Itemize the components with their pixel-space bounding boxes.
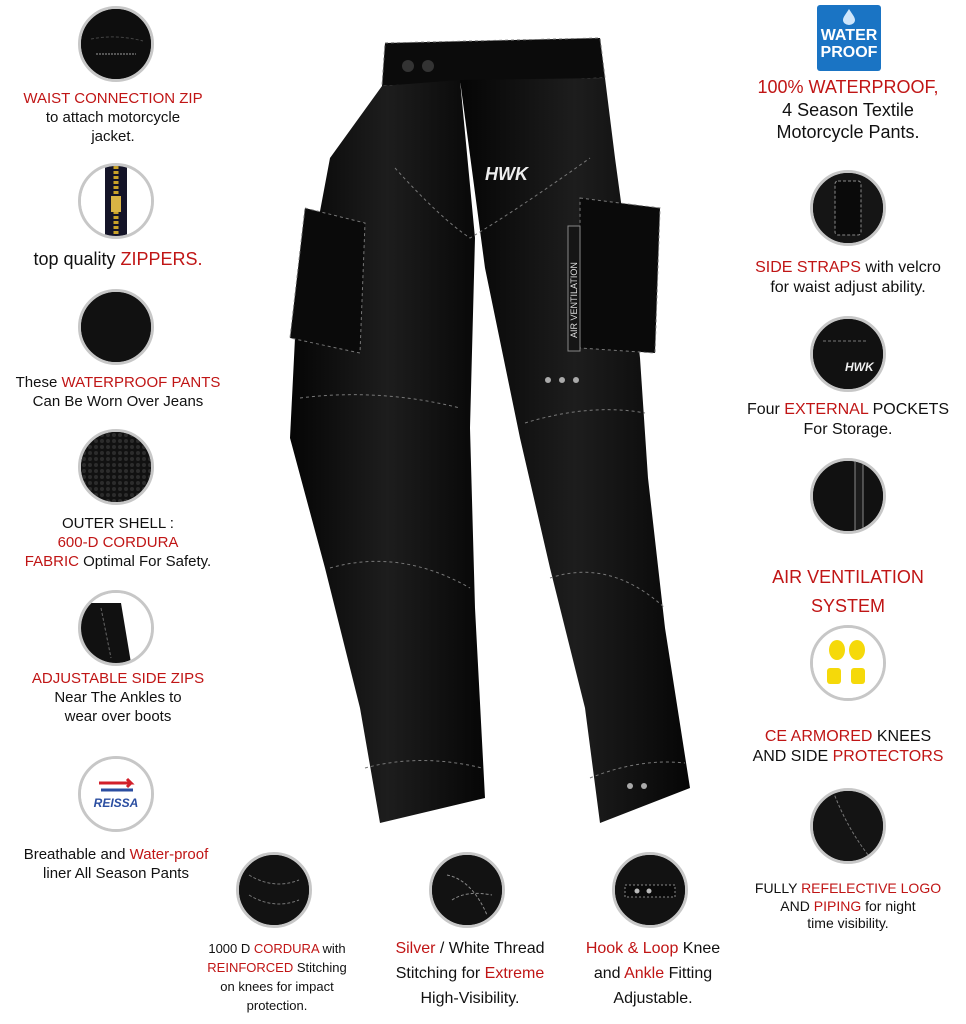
left-feature-1 [0,90,226,146]
text-seg: CORDURA [253,941,319,956]
hwk-logo: HWK [485,164,528,184]
text-seg: Hook & Loop [585,940,679,957]
text-seg: AND [780,897,814,914]
text-seg: Ankle [624,964,665,982]
text-seg: to attach motorcycle [45,108,181,126]
left-feature-6 [0,846,232,884]
text-seg: Stitching for [395,964,485,982]
text-seg: ADJUSTABLE SIDE ZIPS [31,670,205,687]
air-vent-icon [810,458,886,534]
text-seg: FULLY [754,880,802,896]
text-seg: Near The Ankles to [54,688,182,706]
bottom-feature-3 [570,937,736,1011]
text-seg: ZIPPERS. [120,249,203,269]
text-seg: Stitching [293,959,347,975]
text-seg: for waist adjust ability. [770,279,926,296]
zipper-icon [78,163,154,239]
left-feature-3 [0,374,236,412]
text-seg: These [15,374,62,391]
text-seg: with velcro [860,259,941,276]
text-seg: / White Thread [435,940,545,957]
text-seg: wear over boots [64,707,172,725]
text-seg: time visibility. [807,915,889,931]
text-seg: Knee [678,940,721,957]
text-seg: on knees for impact [220,978,334,994]
pocket-logo-icon [810,316,886,392]
armor-pads-icon [810,625,886,701]
text-seg: protection. [246,997,308,1013]
text-seg: Breathable and [23,846,130,863]
reflective-piping-icon [810,788,886,864]
waterproof-badge [817,5,881,71]
text-seg: 1000 D [208,941,254,956]
side-strap-icon [810,170,886,246]
text-seg: REINFORCED [207,959,294,975]
reissa-logo-text: REISSA [93,796,139,810]
text-seg: KNEES [872,728,932,745]
text-seg: Can Be Worn Over Jeans [32,392,204,410]
fabric-swatch-icon [78,289,154,365]
left-feature-2 [0,248,236,271]
text-seg: for night [861,897,916,914]
zipper-detail-icon [78,6,154,82]
right-feature-6 [730,880,966,933]
badge-line-2: PROOF [820,44,878,61]
text-seg: jacket. [91,127,135,145]
text-seg: WATERPROOF PANTS [61,374,221,391]
badge-line-1: WATER [820,27,878,44]
text-seg: liner All Season Pants [43,864,189,882]
product-image [270,8,700,828]
text-seg: Fitting [664,964,713,982]
text-seg: SIDE STRAPS [755,259,861,276]
text-seg: Silver [395,940,436,957]
text-seg: PROTECTORS [832,748,944,765]
right-feature-4 [730,563,966,621]
text-seg: top quality [33,249,121,269]
right-feature-2 [730,258,966,298]
left-feature-5 [0,670,236,726]
text-seg: with [318,941,346,956]
text-seg: WAIST CONNECTION ZIP [23,90,203,107]
text-seg: REFELECTIVE LOGO [801,880,942,896]
text-seg: and [593,964,625,982]
silver-thread-icon [429,852,505,928]
right-feature-3 [730,400,966,440]
motorcycle-pants-icon [270,8,700,828]
text-seg: For Storage. [803,421,893,438]
text-seg: AIR VENTILATION [772,567,924,587]
text-seg: POCKETS [868,401,950,418]
air-ventilation-label: AIR VENTILATION [569,262,579,338]
text-seg: Extreme [484,964,545,982]
text-seg: Motorcycle Pants. [776,122,920,142]
bottom-feature-1 [186,940,368,1015]
text-seg: Optimal For Safety. [78,552,212,570]
reissa-logo-icon [78,756,154,832]
water-drop-icon [843,9,855,25]
right-feature-5 [730,727,966,767]
side-zip-icon [78,590,154,666]
ankle-strap-icon [612,852,688,928]
text-seg: AND SIDE [752,748,833,765]
text-seg: PIPING [813,897,862,914]
cordura-texture-icon [78,429,154,505]
pocket-logo-text: HWK [845,360,874,374]
text-seg: Adjustable. [613,989,693,1007]
text-seg: 600-D CORDURA [57,533,179,551]
text-seg: SYSTEM [810,595,885,616]
text-seg: High-Visibility. [420,989,520,1007]
text-seg: EXTERNAL [784,401,869,418]
text-seg: CE ARMORED [764,728,873,745]
left-feature-4 [0,515,236,571]
text-seg: OUTER SHELL : [62,515,174,532]
text-seg: Four [746,401,785,418]
text-seg: 4 Season Textile [782,99,914,120]
right-feature-1 [730,76,966,144]
bottom-feature-2 [380,937,560,1011]
text-seg: 100% WATERPROOF, [757,77,939,97]
text-seg: FABRIC [24,552,79,570]
text-seg: Water-proof [129,846,209,863]
knee-stitching-icon [236,852,312,928]
